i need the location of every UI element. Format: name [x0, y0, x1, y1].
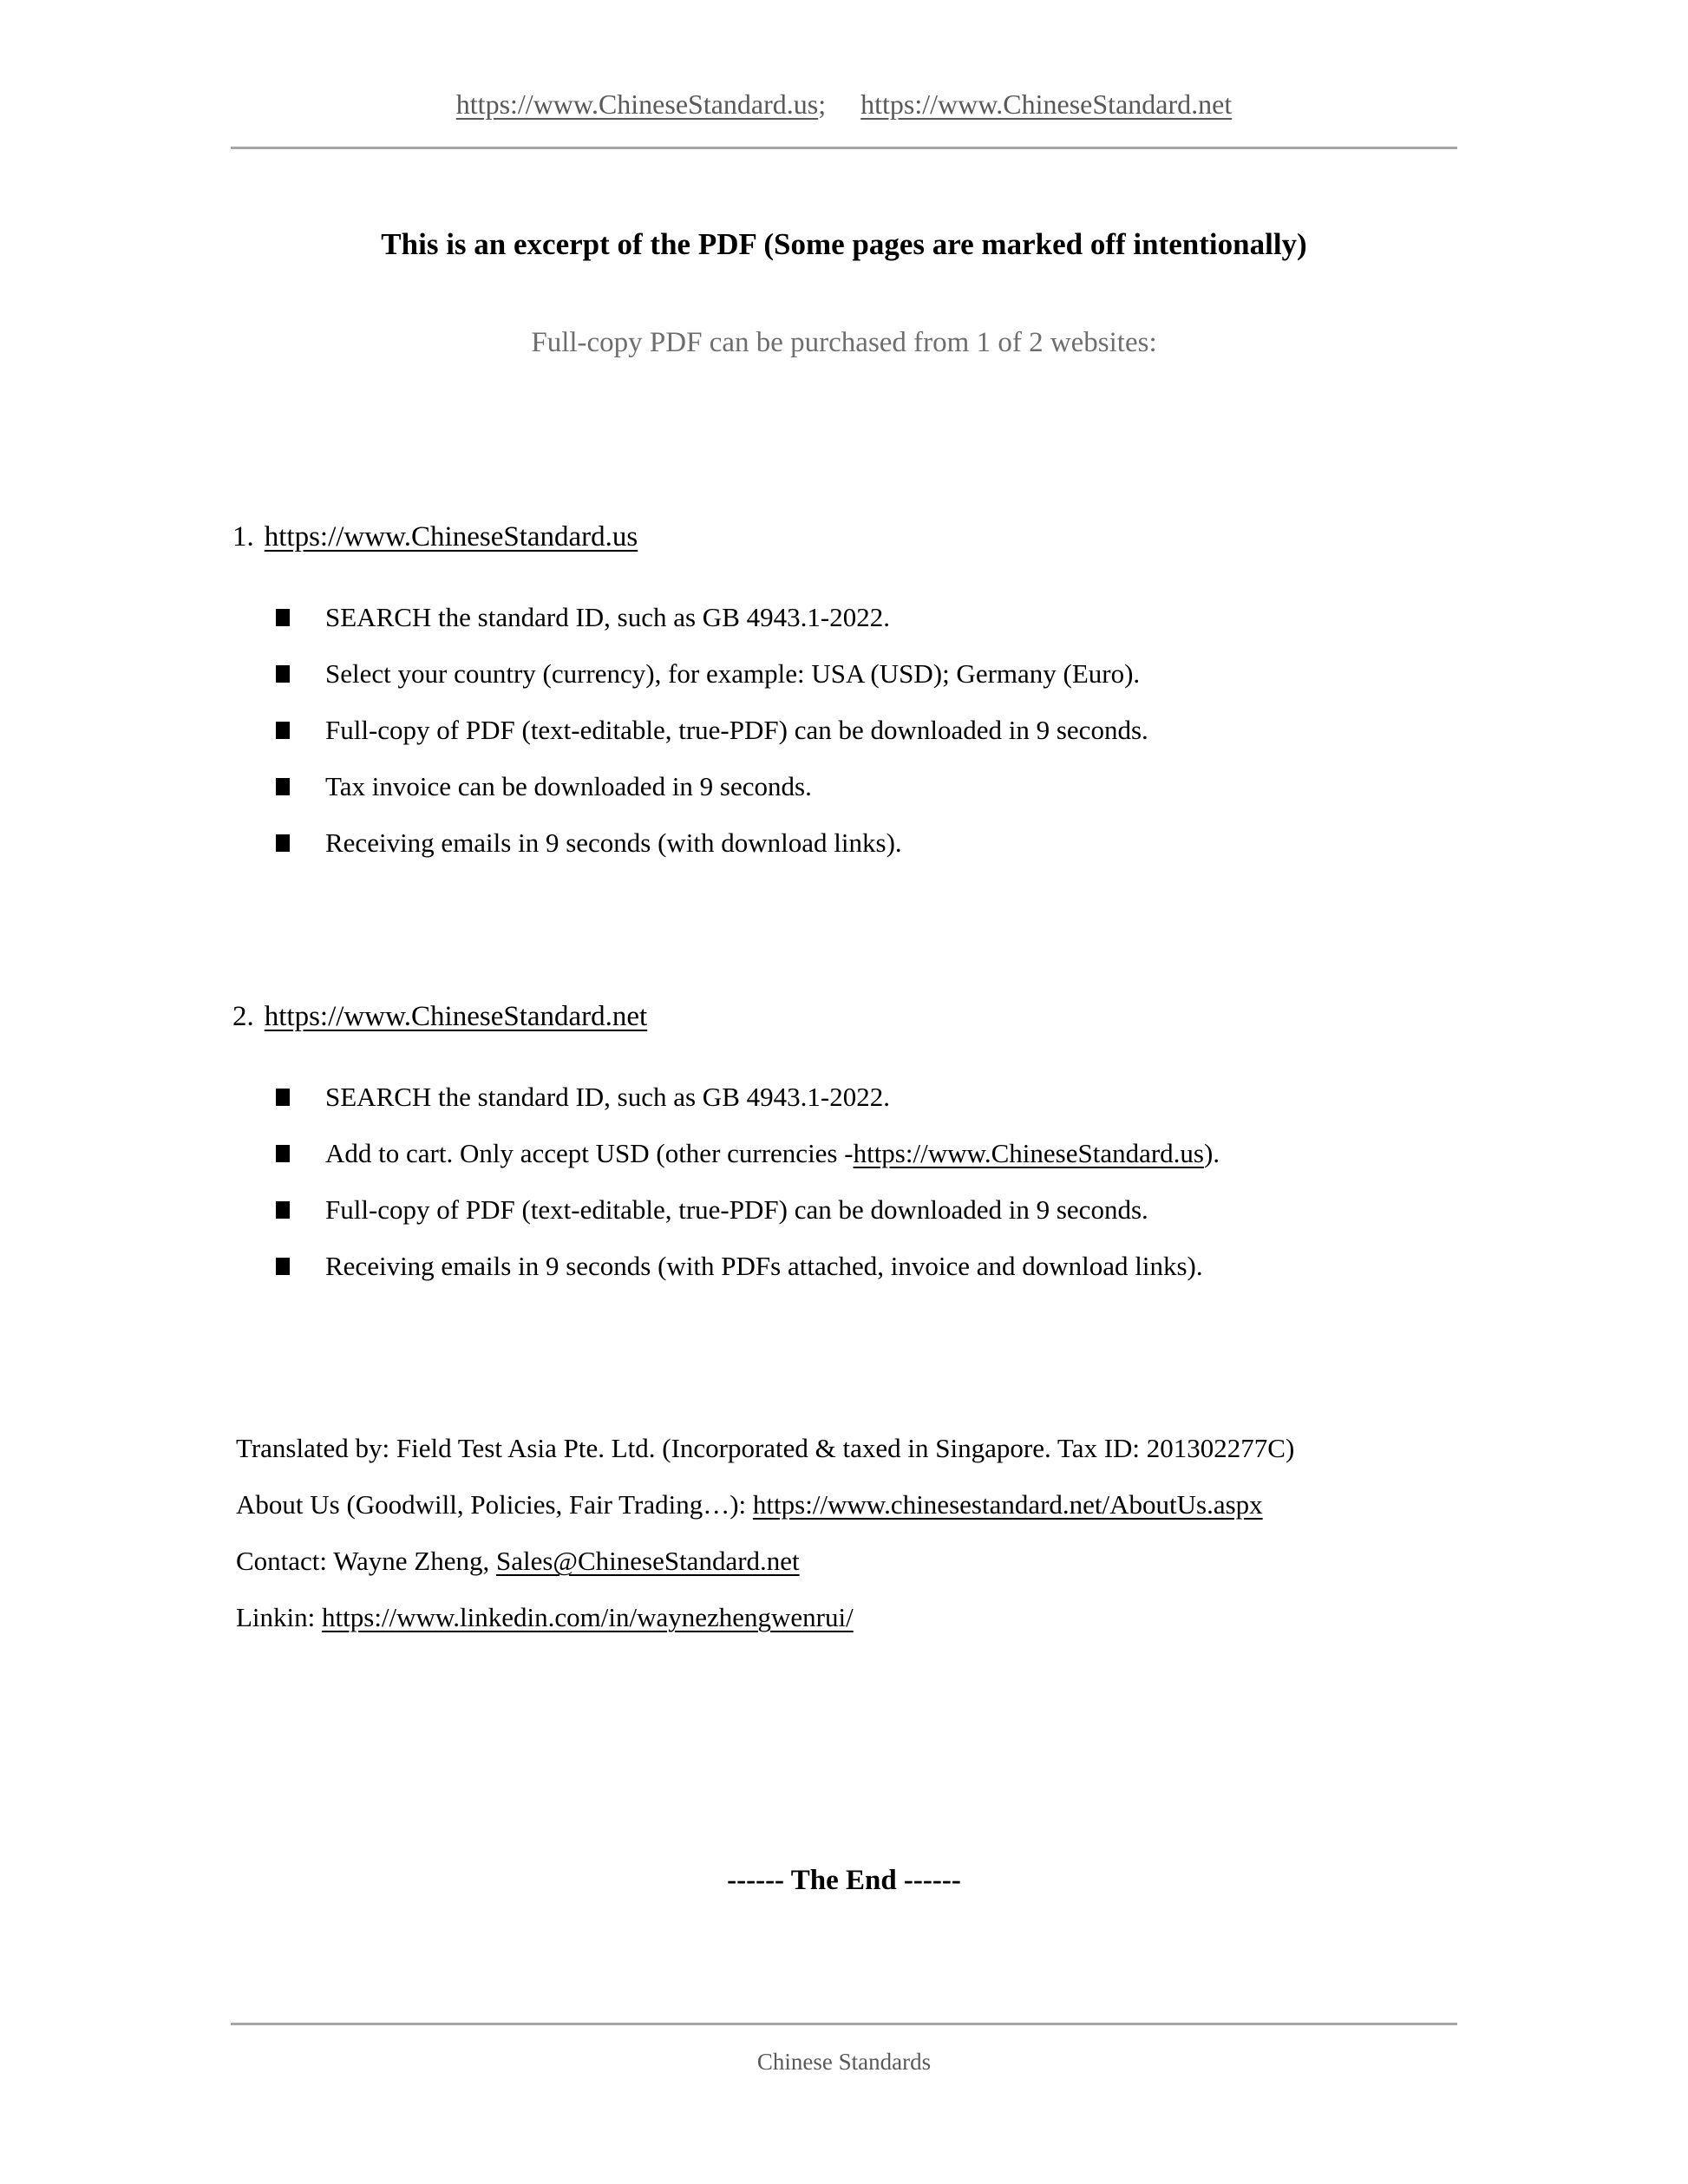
list-item — [276, 1080, 890, 1115]
inline-link-chinesestandard-us[interactable]: https://www.ChineseStandard.us — [853, 1138, 1204, 1168]
section-1-link[interactable]: https://www.ChineseStandard.us — [264, 521, 638, 553]
header-link-separator: ; — [818, 88, 827, 120]
bullet-text: SEARCH the standard ID, such as GB 4943.1-2022. — [325, 602, 890, 632]
bullet-square-icon — [276, 665, 290, 683]
bullet-square-icon — [276, 1145, 290, 1162]
footer-rule — [231, 2023, 1457, 2025]
bullet-square-icon — [276, 834, 290, 852]
bullet-text-suffix: ). — [1204, 1138, 1220, 1168]
bullet-text: SEARCH the standard ID, such as GB 4943.1-2022. — [325, 1082, 890, 1112]
bullet-text: Select your country (currency), for example: USA (USD); Germany (Euro). — [325, 658, 1141, 689]
bullet-text: Full-copy of PDF (text-editable, true-PDF) can be downloaded in 9 seconds. — [325, 1194, 1148, 1225]
linkedin-link[interactable]: https://www.linkedin.com/in/waynezhengwenrui/ — [322, 1602, 854, 1632]
section-2-link[interactable]: https://www.ChineseStandard.net — [264, 1001, 648, 1032]
page-title: This is an excerpt of the PDF (Some pages are marked off intentionally) — [381, 227, 1307, 261]
bullet-square-icon — [276, 609, 290, 626]
section-1-number: 1. — [232, 521, 254, 553]
list-item — [276, 657, 1140, 691]
header-link-chinesestandard-net[interactable]: https://www.ChineseStandard.net — [860, 88, 1233, 120]
bullet-text: Receiving emails in 9 seconds (with PDFs attached, invoice and download links). — [325, 1251, 1203, 1281]
section-1-heading — [232, 521, 638, 553]
linkedin-label: Linkin: — [236, 1602, 323, 1632]
bullet-square-icon — [276, 722, 290, 739]
bullet-text-prefix: Add to cart. Only accept USD (other currencies - — [325, 1138, 854, 1168]
contact-label: Contact: Wayne Zheng, — [236, 1546, 496, 1576]
about-us-link[interactable]: https://www.chinesestandard.net/AboutUs.aspx — [752, 1489, 1263, 1520]
bullet-square-icon — [276, 1201, 290, 1219]
about-us-label: About Us (Goodwill, Policies, Fair Trading…): — [236, 1489, 753, 1520]
list-item — [276, 1136, 1220, 1171]
sales-email-link[interactable]: Sales@ChineseStandard.net — [495, 1546, 800, 1576]
header-link-chinesestandard-us[interactable]: https://www.ChineseStandard.us — [455, 88, 819, 120]
bullet-text: Full-copy of PDF (text-editable, true-PDF) can be downloaded in 9 seconds. — [325, 715, 1148, 745]
page-header — [0, 88, 1688, 121]
bullet-square-icon — [276, 1089, 290, 1106]
section-2-number: 2. — [232, 1001, 254, 1032]
bullet-text: Receiving emails in 9 seconds (with download links). — [325, 827, 902, 858]
bullet-square-icon — [276, 1258, 290, 1275]
bullet-square-icon — [276, 778, 290, 795]
contact-line-translated-by: Translated by: Field Test Asia Pte. Ltd. (Incorporated & taxed in Singapore. Tax ID: 201302277C) — [236, 1433, 1295, 1463]
list-item — [276, 1193, 1148, 1227]
contact-line-contact — [236, 1546, 800, 1577]
section-2-heading — [232, 1001, 647, 1033]
bullet-text: Tax invoice can be downloaded in 9 seconds. — [325, 771, 812, 801]
footer-text: Chinese Standards — [756, 2049, 932, 2075]
list-item — [276, 826, 902, 860]
list-item — [276, 713, 1148, 748]
subtitle: Full-copy PDF can be purchased from 1 of 2 websites: — [531, 327, 1157, 358]
contact-line-about-us — [236, 1489, 1263, 1520]
list-item — [276, 769, 812, 804]
list-item — [276, 1249, 1203, 1284]
the-end-marker: ------ The End ------ — [727, 1865, 961, 1896]
list-item — [276, 600, 890, 635]
contact-line-linkedin — [236, 1602, 854, 1633]
header-rule — [231, 147, 1457, 149]
